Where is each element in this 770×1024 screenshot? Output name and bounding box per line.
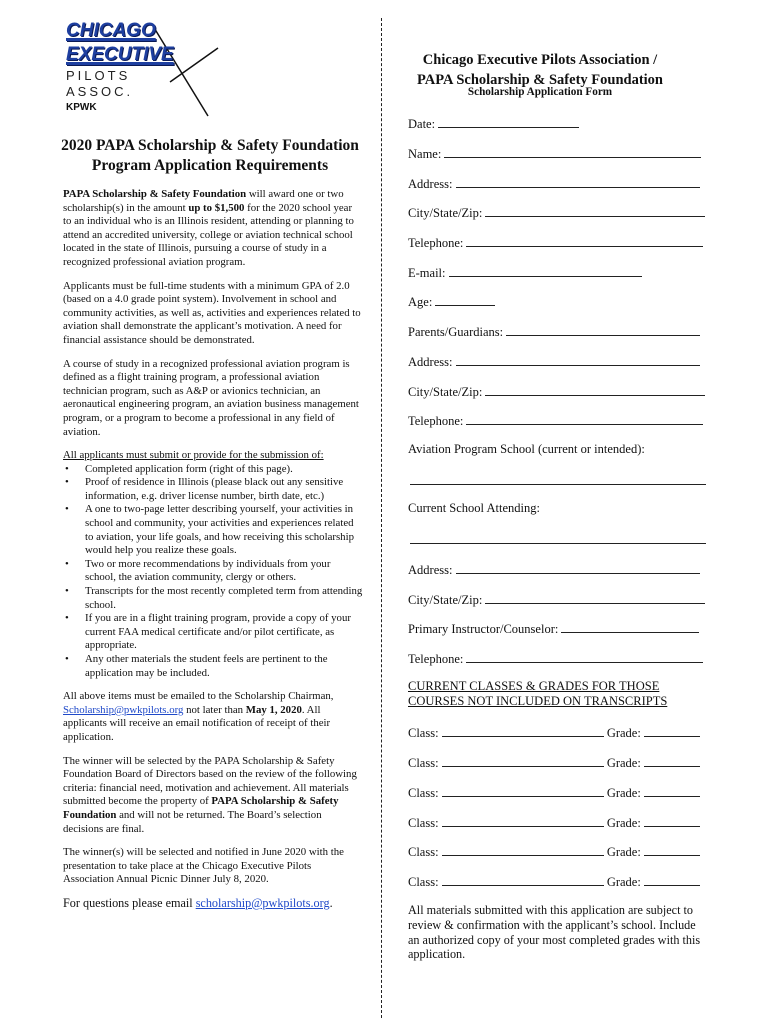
- age-label: Age:: [408, 295, 433, 309]
- current-school-label: Current School Attending:: [408, 501, 540, 515]
- parent-address-field: [408, 353, 700, 370]
- requirements-title: [50, 136, 370, 176]
- list-item: • A one to two-page letter describing yourself, your activities in school and community, your activities and experiences related to aviation, your life goals, and how receiving this scholarship would help you realize these goals.: [85, 503, 363, 557]
- logo-executive-text: EXECUTIVE: [66, 44, 174, 65]
- age-field: [408, 293, 495, 310]
- date-input-line[interactable]: [438, 115, 579, 128]
- class-input-line[interactable]: [442, 784, 604, 797]
- telephone-field: [408, 234, 703, 251]
- list-item: • If you are in a flight training program, provide a copy of your current FAA medical certificate and/or pilot certificate, as appropriate.: [85, 612, 363, 653]
- questions-text-a: For questions please email: [63, 895, 196, 910]
- instructor-field: [408, 620, 699, 637]
- list-item: • Two or more recommendations by individuals from your school, the aviation community, clergy or others.: [85, 558, 363, 585]
- notification-paragraph: The winner(s) will be selected and notified in June 2020 with the presentation to take place at the Chicago Executive Pilots Association Annual Picnic Dinner July 8, 2020.: [63, 846, 344, 886]
- address-input-line[interactable]: [456, 175, 700, 188]
- questions-text-b: .: [329, 895, 333, 910]
- telephone-input-line[interactable]: [466, 234, 703, 247]
- materials-note: All materials submitted with this application are subject to review & confirmation with the applicant’s school. Include an authorized copy of your most completed grades with this application.: [408, 903, 701, 962]
- logo-assoc-text: ASSOC.: [66, 84, 134, 99]
- school-address-field: [408, 561, 700, 578]
- submission-list-heading: All applicants must submit or provide for the submission of:: [63, 449, 324, 462]
- intro-text-b: for the 2020 school year to an individual who is an Illinois resident, attending or planning to attend an accredited university, college or aviation technical school located in the state of Illinois, pursuing a course of study in a recognized professional aviation program.: [63, 201, 354, 268]
- city-field: [408, 204, 705, 221]
- email-label: E-mail:: [408, 266, 446, 280]
- questions-email-link[interactable]: scholarship@pwkpilots.org: [195, 895, 330, 910]
- parent-city-input-line[interactable]: [485, 383, 705, 396]
- school-city-field: [408, 591, 705, 608]
- class-row: [408, 784, 700, 801]
- aviation-school-label: Aviation Program School (current or intended):: [408, 442, 645, 456]
- grade-input-line[interactable]: [644, 754, 700, 767]
- grade-input-line[interactable]: [644, 814, 700, 827]
- class-label: Class:: [408, 816, 439, 830]
- requirements-list: [63, 463, 363, 681]
- deadline-text-a: All above items must be emailed to the Scholarship Chairman,: [63, 690, 334, 703]
- date-label: Date:: [408, 117, 436, 131]
- class-label: Class:: [408, 756, 439, 770]
- grade-input-line[interactable]: [644, 873, 700, 886]
- selection-paragraph: [63, 755, 363, 837]
- foundation-name-bold: PAPA Scholarship & Safety Foundation: [63, 795, 339, 821]
- deadline-date: May 1, 2020: [245, 703, 302, 716]
- instructor-label: Primary Instructor/Counselor:: [408, 622, 559, 636]
- class-row: [408, 814, 700, 831]
- current-school-field: [408, 501, 540, 516]
- age-input-line[interactable]: [435, 293, 495, 306]
- instructor-input-line[interactable]: [561, 620, 699, 633]
- grade-label: Grade:: [606, 875, 641, 889]
- list-item: • Transcripts for the most recently completed term from attending school.: [85, 585, 363, 612]
- list-item: • Completed application form (right of this page).: [85, 463, 363, 477]
- grade-input-line[interactable]: [644, 724, 700, 737]
- school-telephone-input-line[interactable]: [466, 650, 703, 663]
- class-input-line[interactable]: [442, 814, 604, 827]
- class-label: Class:: [408, 786, 439, 800]
- school-city-input-line[interactable]: [485, 591, 705, 604]
- selection-text-b: and will not be returned. The Board’s selection decisions are final.: [63, 808, 322, 835]
- chairman-email-link[interactable]: Scholarship@pwkpilots.org: [63, 703, 184, 716]
- form-title: [390, 50, 690, 90]
- email-input-line[interactable]: [449, 264, 642, 277]
- class-label: Class:: [408, 875, 439, 889]
- cut-line-divider: [381, 18, 382, 1018]
- list-item: • Proof of residence in Illinois (please black out any sensitive information, e.g. driver license number, birth date, etc.): [85, 476, 363, 503]
- grade-input-line[interactable]: [644, 843, 700, 856]
- parents-field: [408, 323, 700, 340]
- name-input-line[interactable]: [444, 145, 701, 158]
- school-city-label: City/State/Zip:: [408, 593, 483, 607]
- list-item: • Any other materials the student feels are pertinent to the application may be included.: [85, 653, 363, 680]
- address-label: Address:: [408, 177, 453, 191]
- eligibility-paragraph: Applicants must be full-time students with a minimum GPA of 2.0 (based on a 4.0 grade point system). Involvement in school and community activities, as well as, activities and experiences related to aviation shall demonstrate the applicant’s motivation. A need for financial assistance should be demonstrated.: [63, 279, 361, 346]
- city-label: City/State/Zip:: [408, 206, 483, 220]
- scholarship-amount: up to $1,500: [188, 201, 245, 214]
- program-definition-paragraph: A course of study in a recognized professional aviation program is defined as a flight training program, a professional aviation technician program, such as A&P or avionics technician, an aeronautical engineering program, an aviation business management program, or a program to become a professional in any field of aviation.: [63, 357, 359, 438]
- logo-pilots-text: PILOTS: [66, 68, 131, 83]
- form-title-line1: Chicago Executive Pilots Association /: [422, 52, 658, 68]
- submission-deadline-paragraph: [63, 690, 363, 744]
- email-field: [408, 264, 642, 281]
- address-field: [408, 175, 700, 192]
- class-row: [408, 724, 700, 741]
- logo-chicago-text: CHICAGO: [66, 20, 156, 41]
- classes-heading: CURRENT CLASSES & GRADES FOR THOSE COURSES NOT INCLUDED ON TRANSCRIPTS: [408, 679, 668, 708]
- school-telephone-field: [408, 650, 703, 667]
- school-address-label: Address:: [408, 563, 453, 577]
- city-input-line[interactable]: [485, 204, 705, 217]
- selection-text-a: The winner will be selected by the PAPA Scholarship & Safety Foundation Board of Directors based on the review of the following criteria: financial need, motivation and achievement. All materials submitted become the property of: [63, 754, 357, 808]
- class-row: [408, 754, 700, 771]
- aviation-school-field: [408, 442, 645, 457]
- parents-input-line[interactable]: [506, 323, 700, 336]
- foundation-name: PAPA Scholarship & Safety Foundation: [63, 188, 247, 200]
- requirements-body: [63, 188, 363, 921]
- class-row: [408, 843, 700, 860]
- aviation-school-input-line[interactable]: [410, 484, 706, 485]
- grade-input-line[interactable]: [644, 784, 700, 797]
- grade-label: Grade:: [606, 786, 641, 800]
- questions-paragraph: [63, 897, 363, 911]
- intro-text-a: will award one or two scholarship(s) in the amount: [63, 188, 344, 214]
- grade-label: Grade:: [606, 845, 641, 859]
- grade-label: Grade:: [606, 816, 641, 830]
- class-input-line[interactable]: [442, 873, 604, 886]
- intro-paragraph: [63, 188, 363, 270]
- class-row: [408, 873, 700, 890]
- parent-address-label: Address:: [408, 355, 453, 369]
- school-telephone-label: Telephone:: [408, 652, 464, 666]
- current-school-input-line[interactable]: [410, 543, 706, 544]
- form-title-line2: PAPA Scholarship & Safety Foundation: [417, 72, 663, 88]
- parent-telephone-label: Telephone:: [408, 414, 464, 428]
- class-label: Class:: [408, 845, 439, 859]
- grade-label: Grade:: [606, 756, 641, 770]
- parent-telephone-input-line[interactable]: [466, 412, 703, 425]
- form-subtitle: Scholarship Application Form: [467, 86, 613, 98]
- requirements-title-line1: 2020 PAPA Scholarship & Safety Foundation: [61, 137, 359, 154]
- deadline-text-b: not later than: [183, 703, 246, 716]
- name-label: Name:: [408, 147, 442, 161]
- parent-city-label: City/State/Zip:: [408, 385, 483, 399]
- school-address-input-line[interactable]: [456, 561, 700, 574]
- class-input-line[interactable]: [442, 724, 604, 737]
- deadline-text-c: . All applicants will receive an email notification of receipt of their application.: [63, 703, 331, 743]
- name-field: [408, 145, 701, 162]
- date-field: [408, 115, 579, 132]
- parent-telephone-field: [408, 412, 703, 429]
- parent-city-field: [408, 383, 705, 400]
- parent-address-input-line[interactable]: [456, 353, 700, 366]
- parents-label: Parents/Guardians:: [408, 325, 504, 339]
- class-input-line[interactable]: [442, 754, 604, 767]
- pilots-association-logo: [58, 14, 228, 124]
- requirements-title-line2: Program Application Requirements: [91, 157, 329, 174]
- class-input-line[interactable]: [442, 843, 604, 856]
- telephone-label: Telephone:: [408, 236, 464, 250]
- class-label: Class:: [408, 726, 439, 740]
- logo-kpwk-text: KPWK: [66, 102, 97, 113]
- grade-label: Grade:: [606, 726, 641, 740]
